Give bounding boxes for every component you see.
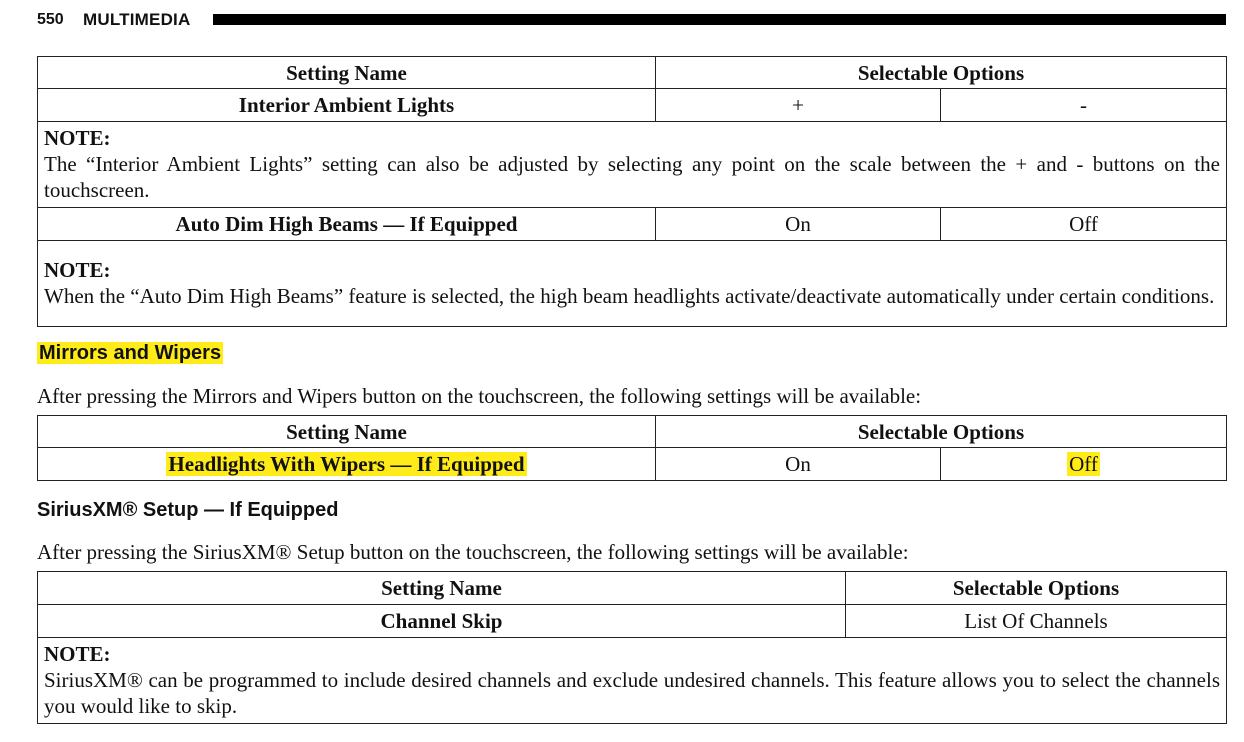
section-heading-siriusxm: SiriusXM® Setup — If Equipped	[37, 499, 339, 521]
mirrors-intro-paragraph: After pressing the Mirrors and Wipers button on the touchscreen, the following settings will be available:	[37, 384, 922, 408]
note-label: NOTE:	[44, 641, 111, 666]
table-row	[38, 208, 1227, 241]
note-cell	[38, 241, 1227, 327]
column-header-setting-name: Setting Name	[38, 416, 656, 448]
highlighted-option: Off	[1069, 452, 1098, 476]
page-number: 550	[37, 11, 64, 28]
option-cell: List Of Channels	[846, 605, 1227, 638]
note-cell	[38, 638, 1227, 724]
settings-table-lights	[37, 56, 1227, 327]
note-label: NOTE:	[44, 125, 111, 150]
table-header-row	[38, 416, 1227, 448]
option-cell	[941, 448, 1227, 481]
option-cell: On	[656, 448, 941, 481]
column-header-selectable-options: Selectable Options	[656, 416, 1227, 448]
setting-name-cell: Channel Skip	[38, 605, 846, 638]
column-header-selectable-options: Selectable Options	[656, 57, 1227, 89]
settings-table-mirrors	[37, 415, 1227, 481]
note-label: NOTE:	[44, 257, 111, 282]
note-row	[38, 122, 1227, 208]
column-header-setting-name: Setting Name	[38, 57, 656, 89]
setting-name-cell: Auto Dim High Beams — If Equipped	[38, 208, 656, 241]
note-text: SiriusXM® can be programmed to include desired channels and exclude undesired channels. This feature allows you to select the channels you would like to skip.	[44, 667, 1220, 718]
column-header-setting-name: Setting Name	[38, 572, 846, 605]
table-row	[38, 605, 1227, 638]
column-header-selectable-options: Selectable Options	[846, 572, 1227, 605]
setting-name-cell: Interior Ambient Lights	[38, 89, 656, 122]
note-row	[38, 638, 1227, 724]
table-row	[38, 89, 1227, 122]
table-header-row	[38, 57, 1227, 89]
table-row	[38, 448, 1227, 481]
siriusxm-intro-paragraph: After pressing the SiriusXM® Setup button on the touchscreen, the following settings will be available:	[37, 540, 909, 564]
header-rule	[213, 14, 1226, 25]
setting-name-cell	[38, 448, 656, 481]
highlighted-heading-text: Mirrors and Wipers	[39, 342, 222, 364]
option-cell: +	[656, 89, 941, 122]
settings-table-siriusxm	[37, 571, 1227, 724]
note-text: When the “Auto Dim High Beams” feature is selected, the high beam headlights activate/deactivate automatically under certain conditions.	[44, 283, 1215, 308]
note-cell	[38, 122, 1227, 208]
table-header-row	[38, 572, 1227, 605]
note-row	[38, 241, 1227, 327]
option-cell: Off	[941, 208, 1227, 241]
page-header	[37, 9, 1226, 31]
section-title: MULTIMEDIA	[83, 10, 191, 29]
section-heading-mirrors-wipers	[37, 342, 223, 365]
highlighted-setting-name: Headlights With Wipers — If Equipped	[168, 452, 525, 476]
option-cell: -	[941, 89, 1227, 122]
note-text: The “Interior Ambient Lights” setting can also be adjusted by selecting any point on the scale between the + and - buttons on the touchscreen.	[44, 151, 1220, 202]
option-cell: On	[656, 208, 941, 241]
